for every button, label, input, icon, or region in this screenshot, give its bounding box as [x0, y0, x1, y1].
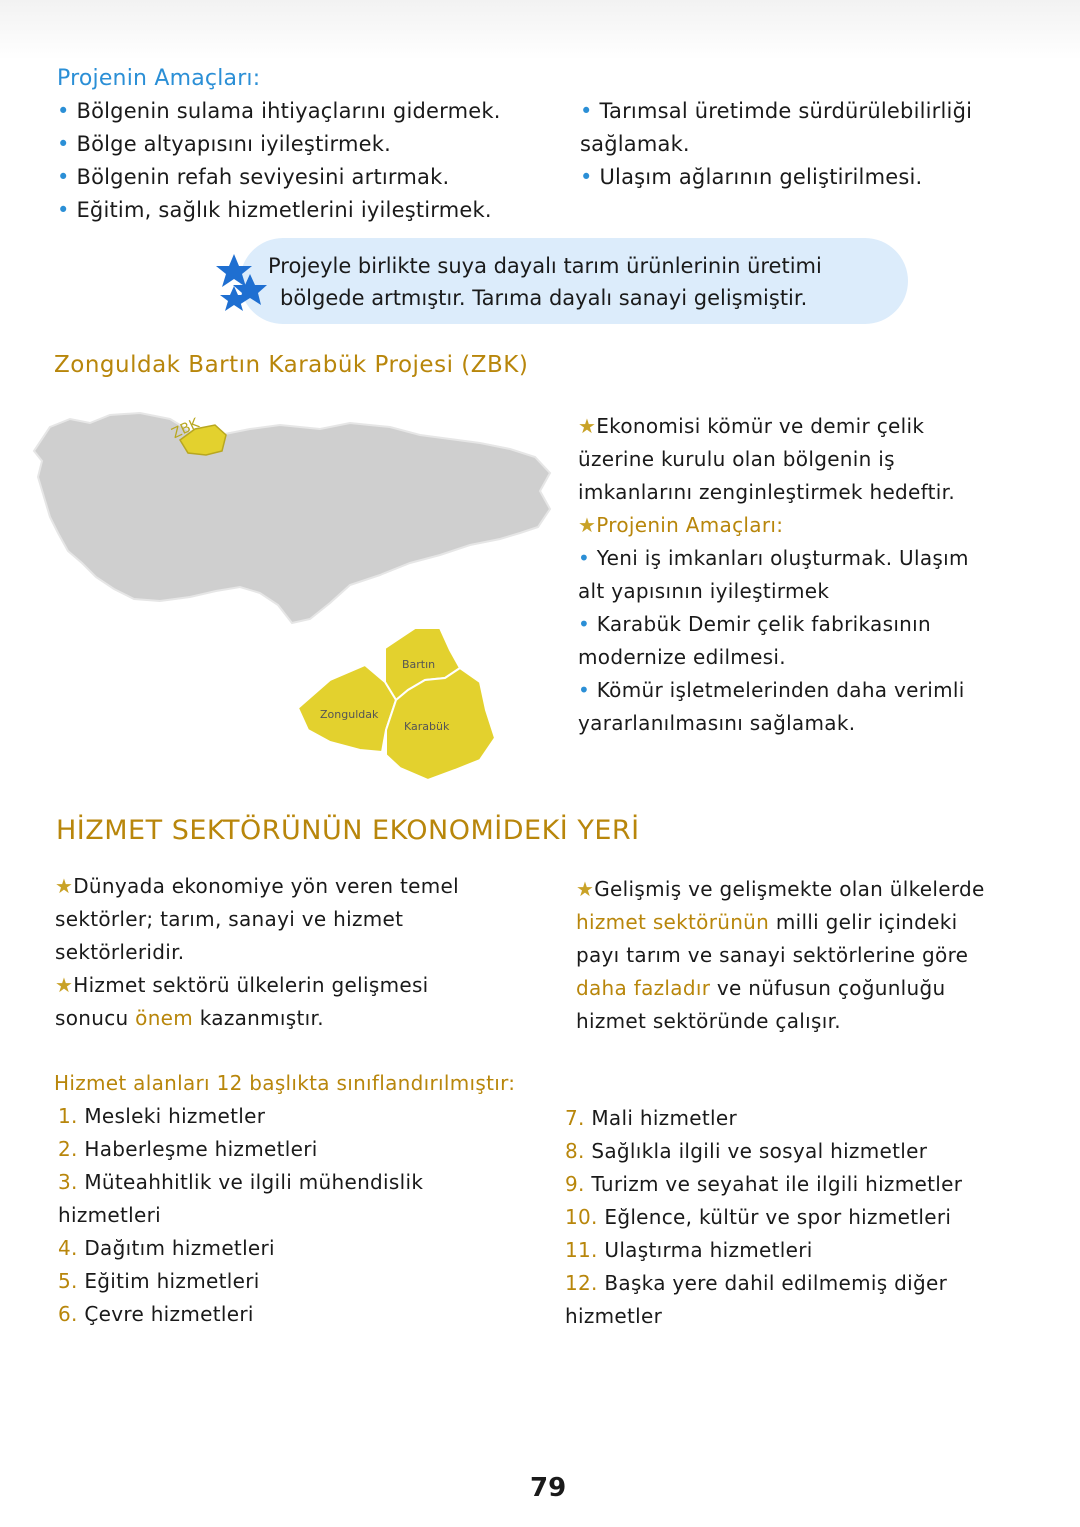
list-item: 7. Mali hizmetler: [565, 1106, 737, 1130]
bullet-icon: •: [57, 198, 77, 222]
stars-icon: [214, 252, 274, 318]
page-number: 79: [530, 1473, 567, 1503]
gap-goals-title: Projenin Amaçları:: [57, 66, 261, 91]
gap-goals-left-list: [57, 95, 501, 227]
list-item: 4. Dağıtım hizmetleri: [58, 1236, 275, 1260]
gap-goals-right-list: [580, 95, 972, 194]
zbk-text: ★Ekonomisi kömür ve demir çelik üzerine kurulu olan bölgenin iş imkanlarını zenginleştirmek hedeftir. ★Projenin Amaçları: • Yeni iş imkanları oluşturmak. Ulaşım alt yapısının iyileştirmek • Karabük Demir çelik fabrikasının modernize edilmesi. • Kömür işletmelerinden daha verimli yararlanılmasını sağlamak.: [578, 414, 969, 735]
list-item: 8. Sağlıkla ilgili ve sosyal hizmetler: [565, 1139, 928, 1163]
callout-text: [268, 250, 822, 314]
list-item: 3. Müteahhitlik ve ilgili mühendislik: [58, 1170, 424, 1194]
service-right-text: ★Gelişmiş ve gelişmekte olan ülkelerde hizmet sektörünün milli gelir içindeki payı tarım ve sanayi sektörlerine göre daha fazladır ve nüfusun çoğunluğu hizmet sektöründe çalışır.: [576, 877, 985, 1033]
bullet-icon: •: [580, 99, 600, 123]
zbk-map-label: ZBK: [169, 415, 202, 443]
zbk-zoom-map: [290, 620, 500, 785]
bullet-icon: •: [57, 165, 77, 189]
list-item: 6. Çevre hizmetleri: [58, 1302, 254, 1326]
star-icon: ★: [576, 877, 595, 901]
list-item: 1. Mesleki hizmetler: [58, 1104, 266, 1128]
callout-line: bölgede artmıştır. Tarıma dayalı sanayi gelişmiştir.: [280, 286, 808, 310]
list-item: 2. Haberleşme hizmetleri: [58, 1137, 318, 1161]
list-item-continuation: sağlamak.: [580, 132, 690, 156]
list-item: 12. Başka yere dahil edilmemiş diğer: [565, 1271, 948, 1295]
list-item-continuation: hizmetler: [565, 1304, 663, 1328]
bullet-icon: •: [580, 165, 600, 189]
bullet-icon: •: [578, 612, 597, 636]
areas-right-list: [565, 1102, 962, 1333]
star-icon: ★: [55, 973, 74, 997]
list-item: 9. Turizm ve seyahat ile ilgili hizmetler: [565, 1172, 963, 1196]
province-label: Bartın: [402, 658, 436, 671]
turkey-map: [30, 405, 570, 645]
list-item: 10. Eğlence, kültür ve spor hizmetleri: [565, 1205, 952, 1229]
bullet-icon: •: [57, 132, 77, 156]
star-icon: ★: [578, 414, 597, 438]
callout-line: Projeyle birlikte suya dayalı tarım ürünlerinin üretimi: [268, 254, 822, 278]
star-icon: ★: [578, 513, 597, 537]
list-item: • Bölgenin refah seviyesini artırmak.: [57, 165, 450, 189]
zbk-title: Zonguldak Bartın Karabük Projesi (ZBK): [54, 352, 529, 378]
list-item: 5. Eğitim hizmetleri: [58, 1269, 260, 1293]
bullet-icon: •: [578, 546, 597, 570]
top-edge-shadow: [0, 0, 1080, 60]
service-left-text: ★Dünyada ekonomiye yön veren temel sektörler; tarım, sanayi ve hizmet sektörleridir. ★Hizmet sektörü ülkelerin gelişmesi sonucu önem kazanmıştır.: [55, 874, 460, 1030]
bullet-icon: •: [57, 99, 77, 123]
list-item: • Ulaşım ağlarının geliştirilmesi.: [580, 165, 923, 189]
list-item-continuation: hizmetleri: [58, 1203, 161, 1227]
bullet-icon: •: [578, 678, 597, 702]
list-item: • Eğitim, sağlık hizmetlerini iyileştirmek.: [57, 198, 492, 222]
list-item: 11. Ulaştırma hizmetleri: [565, 1238, 813, 1262]
areas-left-list: [58, 1100, 423, 1331]
areas-title: Hizmet alanları 12 başlıkta sınıflandırılmıştır:: [54, 1071, 516, 1095]
province-label: Zonguldak: [320, 708, 379, 721]
star-icon: ★: [55, 874, 74, 898]
list-item: • Tarımsal üretimde sürdürülebilirliği: [580, 99, 973, 123]
province-label: Karabük: [404, 720, 450, 733]
list-item: • Bölgenin sulama ihtiyaçlarını gidermek.: [57, 99, 501, 123]
list-item: • Bölge altyapısını iyileştirmek.: [57, 132, 392, 156]
service-title: HİZMET SEKTÖRÜNÜN EKONOMİDEKİ YERİ: [56, 815, 640, 846]
